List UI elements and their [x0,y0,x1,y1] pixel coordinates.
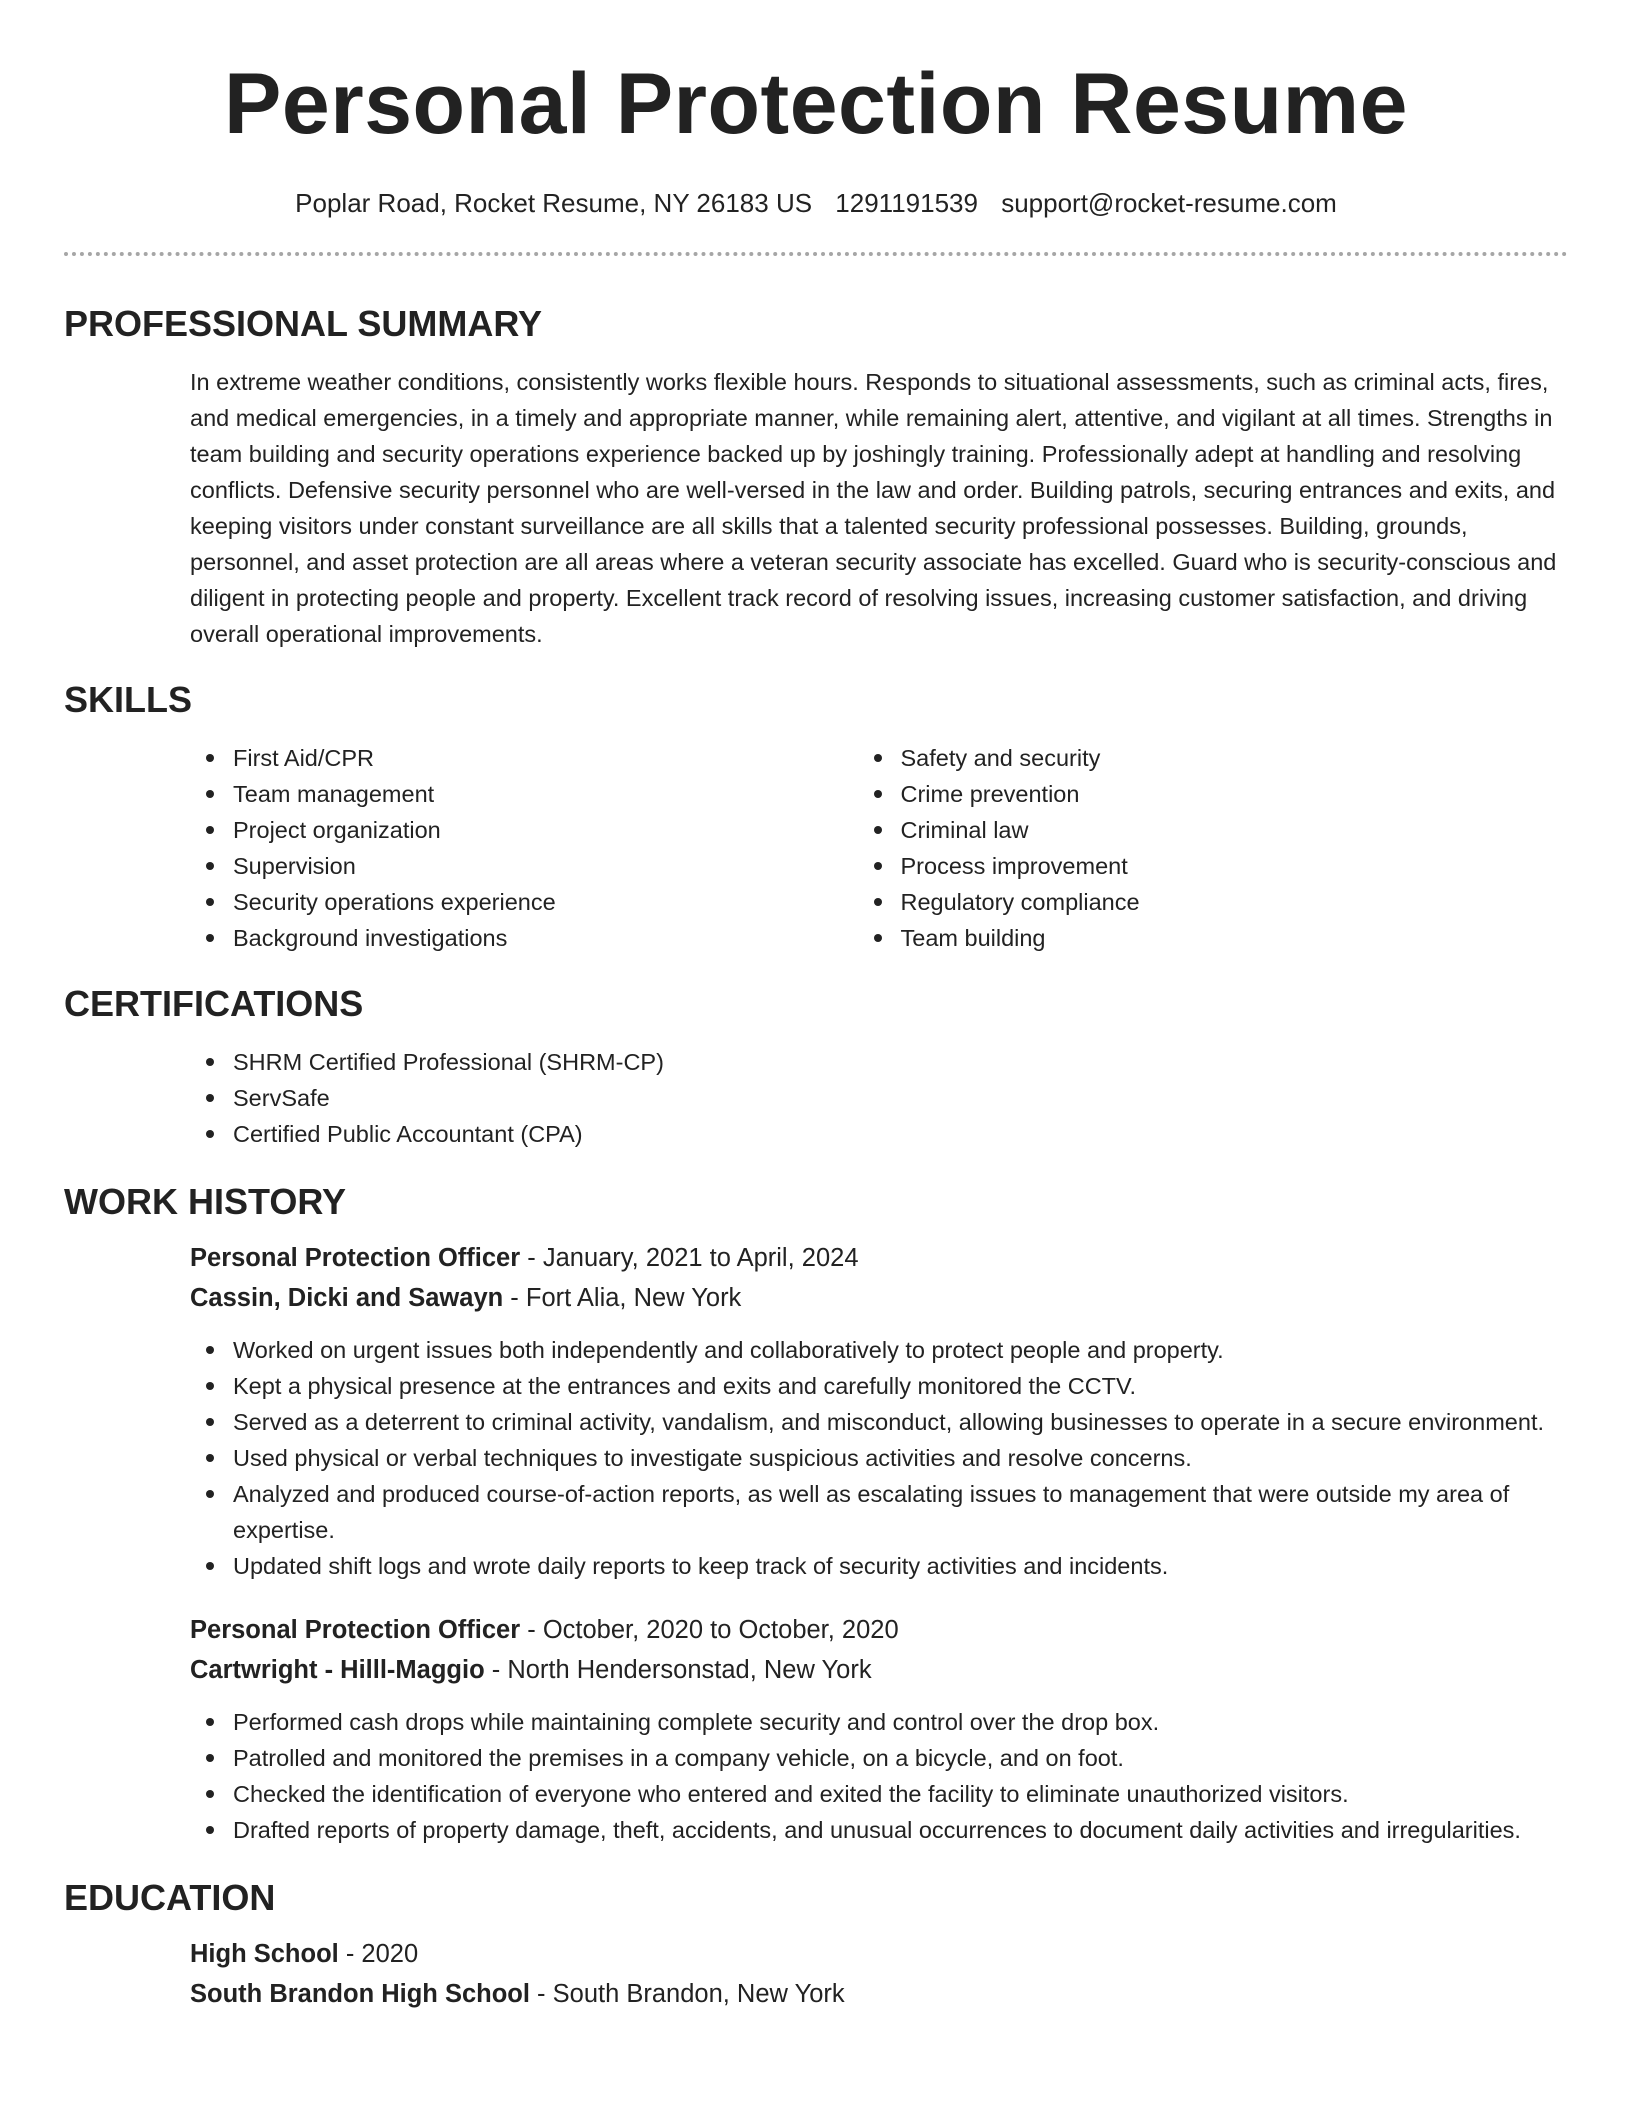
contact-line [64,186,1568,220]
skill-item: Background investigations [233,920,901,956]
certifications-list [64,1044,1568,1152]
education-location: - South Brandon, New York [529,1980,845,2008]
contact-address: Poplar Road, Rocket Resume, NY 26183 US [295,188,813,218]
job-dates: - January, 2021 to April, 2024 [520,1244,859,1272]
job-duty: Worked on urgent issues both independently and collaboratively to protect people and property. [233,1332,1568,1368]
job-dates: - October, 2020 to October, 2020 [520,1616,899,1644]
work-history-title: WORK HISTORY [64,1181,347,1222]
job-duty: Performed cash drops while maintaining complete security and control over the drop box. [233,1704,1568,1740]
certifications-title: CERTIFICATIONS [64,983,364,1024]
job-duty: Served as a deterrent to criminal activity, vandalism, and misconduct, allowing businesses to operate in a secure environment. [233,1404,1568,1440]
resume-name: Personal Protection Resume [224,56,1408,152]
skills-list-left [64,740,901,956]
education-degree: High School [190,1940,339,1968]
certification-item: ServSafe [233,1080,1568,1116]
job-duties-list [190,1332,1568,1584]
job-duty: Kept a physical presence at the entrances and exits and carefully monitored the CCTV. [233,1368,1568,1404]
job-duty: Analyzed and produced course-of-action reports, as well as escalating issues to management that were outside my area of expertise. [233,1476,1568,1548]
education-entry [190,1934,1568,2014]
education-title: EDUCATION [64,1877,276,1918]
certifications-section [64,982,1568,1152]
job-duty: Patrolled and monitored the premises in a company vehicle, on a bicycle, and on foot. [233,1740,1568,1776]
contact-phone: 1291191539 [835,188,978,218]
certification-item: SHRM Certified Professional (SHRM-CP) [233,1044,1568,1080]
skill-item: Project organization [233,812,901,848]
job-company: Cartwright - Hilll-Maggio [190,1656,485,1684]
header-divider [64,252,1568,256]
skill-item: Supervision [233,848,901,884]
work-history-section [64,1180,1568,1848]
skill-item: Criminal law [901,812,1569,848]
education-school: South Brandon High School [190,1980,530,2008]
job-location: - Fort Alia, New York [503,1284,742,1312]
job-role-line [190,1238,1568,1278]
education-school-line [190,1974,1568,2014]
job-duties-list [190,1704,1568,1848]
skill-item: Regulatory compliance [901,884,1569,920]
summary-text: In extreme weather conditions, consistently works flexible hours. Responds to situational assessments, such as criminal acts, fires, and medical emergencies, in a timely and appropriate manner, while remaining alert, attentive, and vigilant at all times. Strengths in team building and security operations experience backed up by joshingly training. Professionally adept at handling and resolving conflicts. Defensive security personnel who are well-versed in the law and order. Building patrols, securing entrances and exits, and keeping visitors under constant surveillance are all skills that a talented security professional possesses. Building, grounds, personnel, and asset protection are all areas where a veteran security associate has excelled. Guard who is security-conscious and diligent in protecting people and property. Excellent track record of resolving issues, increasing customer satisfaction, and driving overall operational improvements. [190,369,1557,647]
contact-email: support@rocket-resume.com [1001,188,1337,218]
skills-grid [64,740,1568,956]
job-role: Personal Protection Officer [190,1244,521,1272]
job-duty: Drafted reports of property damage, theft, accidents, and unusual occurrences to document daily activities and irregularities. [233,1812,1568,1848]
education-year: - 2020 [338,1940,419,1968]
job-location: - North Hendersonstad, New York [484,1656,872,1684]
job-duty: Checked the identification of everyone who entered and exited the facility to eliminate unauthorized visitors. [233,1776,1568,1812]
job-role-line [190,1610,1568,1650]
skills-section [64,678,1568,956]
skill-item: Crime prevention [901,776,1569,812]
job-company-line [190,1278,1568,1318]
education-degree-line [190,1934,1568,1974]
summary-title: PROFESSIONAL SUMMARY [64,303,543,344]
skills-list-right [901,740,1569,956]
job-role: Personal Protection Officer [190,1616,521,1644]
job-duty: Updated shift logs and wrote daily reports to keep track of security activities and incidents. [233,1548,1568,1584]
skill-item: Process improvement [901,848,1569,884]
skill-item: Security operations experience [233,884,901,920]
job-duty: Used physical or verbal techniques to investigate suspicious activities and resolve concerns. [233,1440,1568,1476]
summary-section [64,302,1568,652]
skill-item: First Aid/CPR [233,740,901,776]
skill-item: Team management [233,776,901,812]
education-section [64,1876,1568,2014]
skills-title: SKILLS [64,679,193,720]
job-entry [190,1610,1568,1848]
skill-item: Safety and security [901,740,1569,776]
job-entry [190,1238,1568,1584]
skill-item: Team building [901,920,1569,956]
job-company-line [190,1650,1568,1690]
job-company: Cassin, Dicki and Sawayn [190,1284,504,1312]
certification-item: Certified Public Accountant (CPA) [233,1116,1568,1152]
